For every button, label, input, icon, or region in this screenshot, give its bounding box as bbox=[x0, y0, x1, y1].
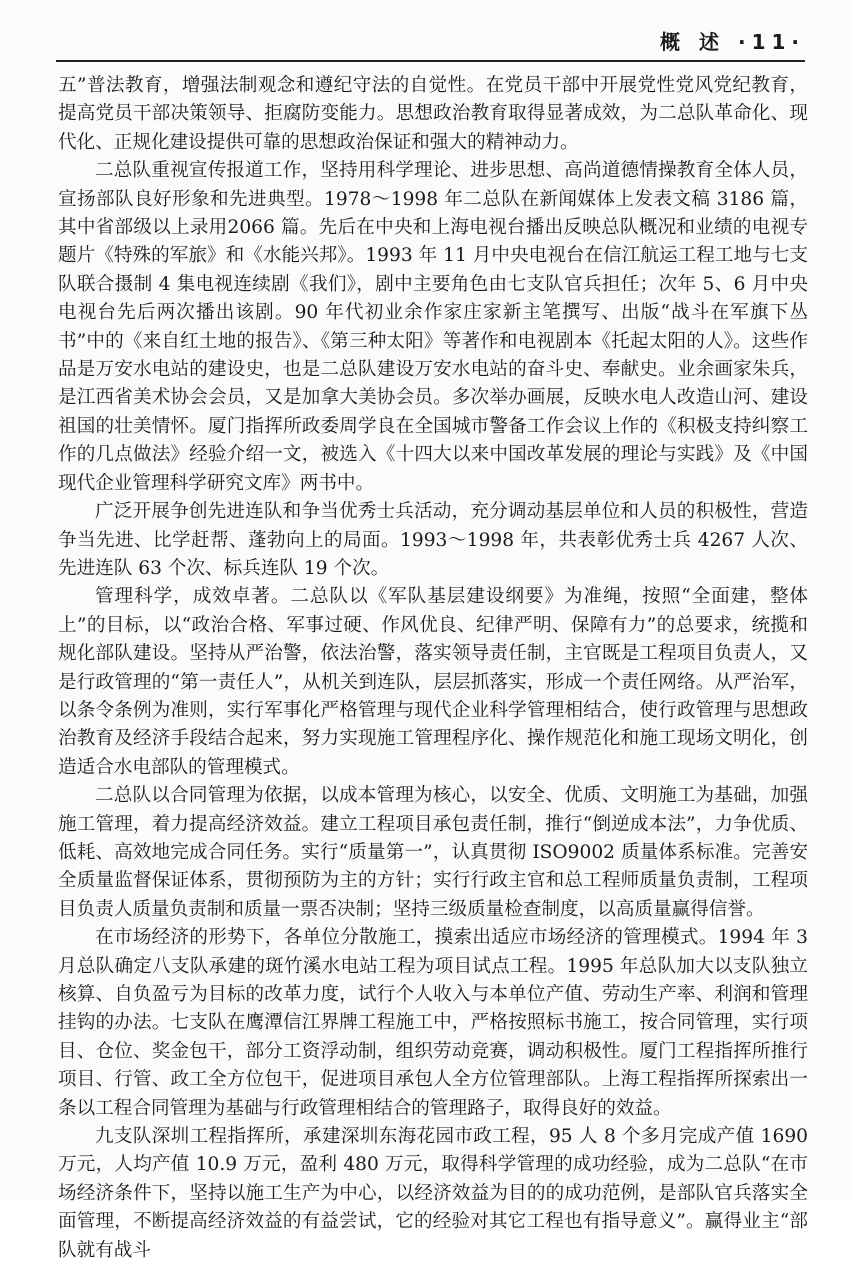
body-text bbox=[58, 72, 808, 1265]
header-title: 概 述 ·11· bbox=[660, 30, 805, 54]
paragraph: 五”普法教育，增强法制观念和遵纪守法的自觉性。在党员干部中开展党性党风党纪教育，提高党员干部决策领导、拒腐防变能力。思想政治教育取得显著成效，为二总队革命化、现代化、正规化建设提供可靠的思想政治保证和强大的精神动力。 bbox=[58, 75, 808, 153]
paragraph: 在市场经济的形势下，各单位分散施工，摸索出适应市场经济的管理模式。1994 年 3 月总队确定八支队承建的斑竹溪水电站工程为项目试点工程。1995 年总队加大以支队独立核算、自负盈亏为目标的改革力度，试行个人收入与本单位产值、劳动生产率、利润和管理挂钩的办法。七支队在鹰潭信江界牌工程施工中，严格按照标书施工，按合同管理，实行项目、仓位、奖金包干，部分工资浮动制，组织劳动竞赛，调动积极性。厦门工程指挥所推行项目、行管、政工全方位包干，促进项目承包人全方位管理部队。上海工程指挥所探索出一条以工程合同管理为基础与行政管理相结合的管理路子，取得良好的效益。 bbox=[58, 927, 808, 1119]
running-header bbox=[56, 16, 805, 62]
paragraph: 二总队以合同管理为依据，以成本管理为核心，以安全、优质、文明施工为基础，加强施工管理，着力提高经济效益。建立工程项目承包责任制，推行“倒逆成本法”，力争优质、低耗、高效地完成合同任务。实行“质量第一”，认真贯彻 ISO9002 质量体系标准。完善安全质量监督保证体系，贯彻预防为主的方针；实行行政主官和总工程师质量负责制，工程项目负责人质量负责制和质量一票否决制；坚持三级质量检查制度，以高质量赢得信誉。 bbox=[58, 785, 808, 920]
paragraph: 二总队重视宣传报道工作，坚持用科学理论、进步思想、高尚道德情操教育全体人员，宣扬部队良好形象和先进典型。1978～1998 年二总队在新闻媒体上发表文稿 3186 篇，其中省部级以上录用2066 篇。先后在中央和上海电视台播出反映总队概况和业绩的电视专题片《特殊的军旅》和《水能兴邦》。1993 年 11 月中央电视台在信江航运工程工地与七支队联合摄制 4 集电视连续剧《我们》，剧中主要角色由七支队官兵担任；次年 5、6 月中央电视台先后两次播出该剧。90 年代初业余作家庄家新主笔撰写、出版“战斗在军旗下丛书”中的《来自红土地的报告》、《第三种太阳》等著作和电视剧本《托起太阳的人》。这些作品是万安水电站的建设史，也是二总队建设万安水电站的奋斗史、奉献史。业余画家朱兵，是江西省美术协会会员，又是加拿大美协会员。多次举办画展，反映水电人改造山河、建设祖国的壮美情怀。厦门指挥所政委周学良在全国城市警备工作会议上作的《积极支持纠察工作的几点做法》经验介绍一文，被选入《十四大以来中国改革发展的理论与实践》及《中国现代企业管理科学研究文库》两书中。 bbox=[58, 160, 808, 494]
paragraph: 九支队深圳工程指挥所，承建深圳东海花园市政工程，95 人 8 个多月完成产值 1690 万元，人均产值 10.9 万元，盈利 480 万元，取得科学管理的成功经验，成为二总队“在市场经济条件下，坚持以施工生产为中心，以经济效益为目的的成功范例，是部队官兵落实全面管理，不断提高经济效益的有益尝试，它的经验对其它工程也有指导意义”。赢得业主“部队就有战斗 bbox=[58, 1126, 808, 1261]
paragraph: 广泛开展争创先进连队和争当优秀士兵活动，充分调动基层单位和人员的积极性，营造争当先进、比学赶帮、蓬勃向上的局面。1993～1998 年，共表彰优秀士兵 4267 人次、先进连队 63 个次、标兵连队 19 个次。 bbox=[58, 501, 808, 579]
paragraph: 管理科学，成效卓著。二总队以《军队基层建设纲要》为准绳，按照“全面建，整体上”的目标，以“政治合格、军事过硬、作风优良、纪律严明、保障有力”的总要求，统揽和规化部队建设。坚持从严治警，依法治警，落实领导责任制，主官既是工程项目负责人，又是行政管理的“第一责任人”，从机关到连队，层层抓落实，形成一个责任网络。从严治军，以条令条例为准则，实行军事化严格管理与现代企业科学管理相结合，使行政管理与思想政治教育及经济手段结合起来，努力实现施工管理程序化、操作规范化和施工现场文明化，创造适合水电部队的管理模式。 bbox=[58, 586, 808, 778]
